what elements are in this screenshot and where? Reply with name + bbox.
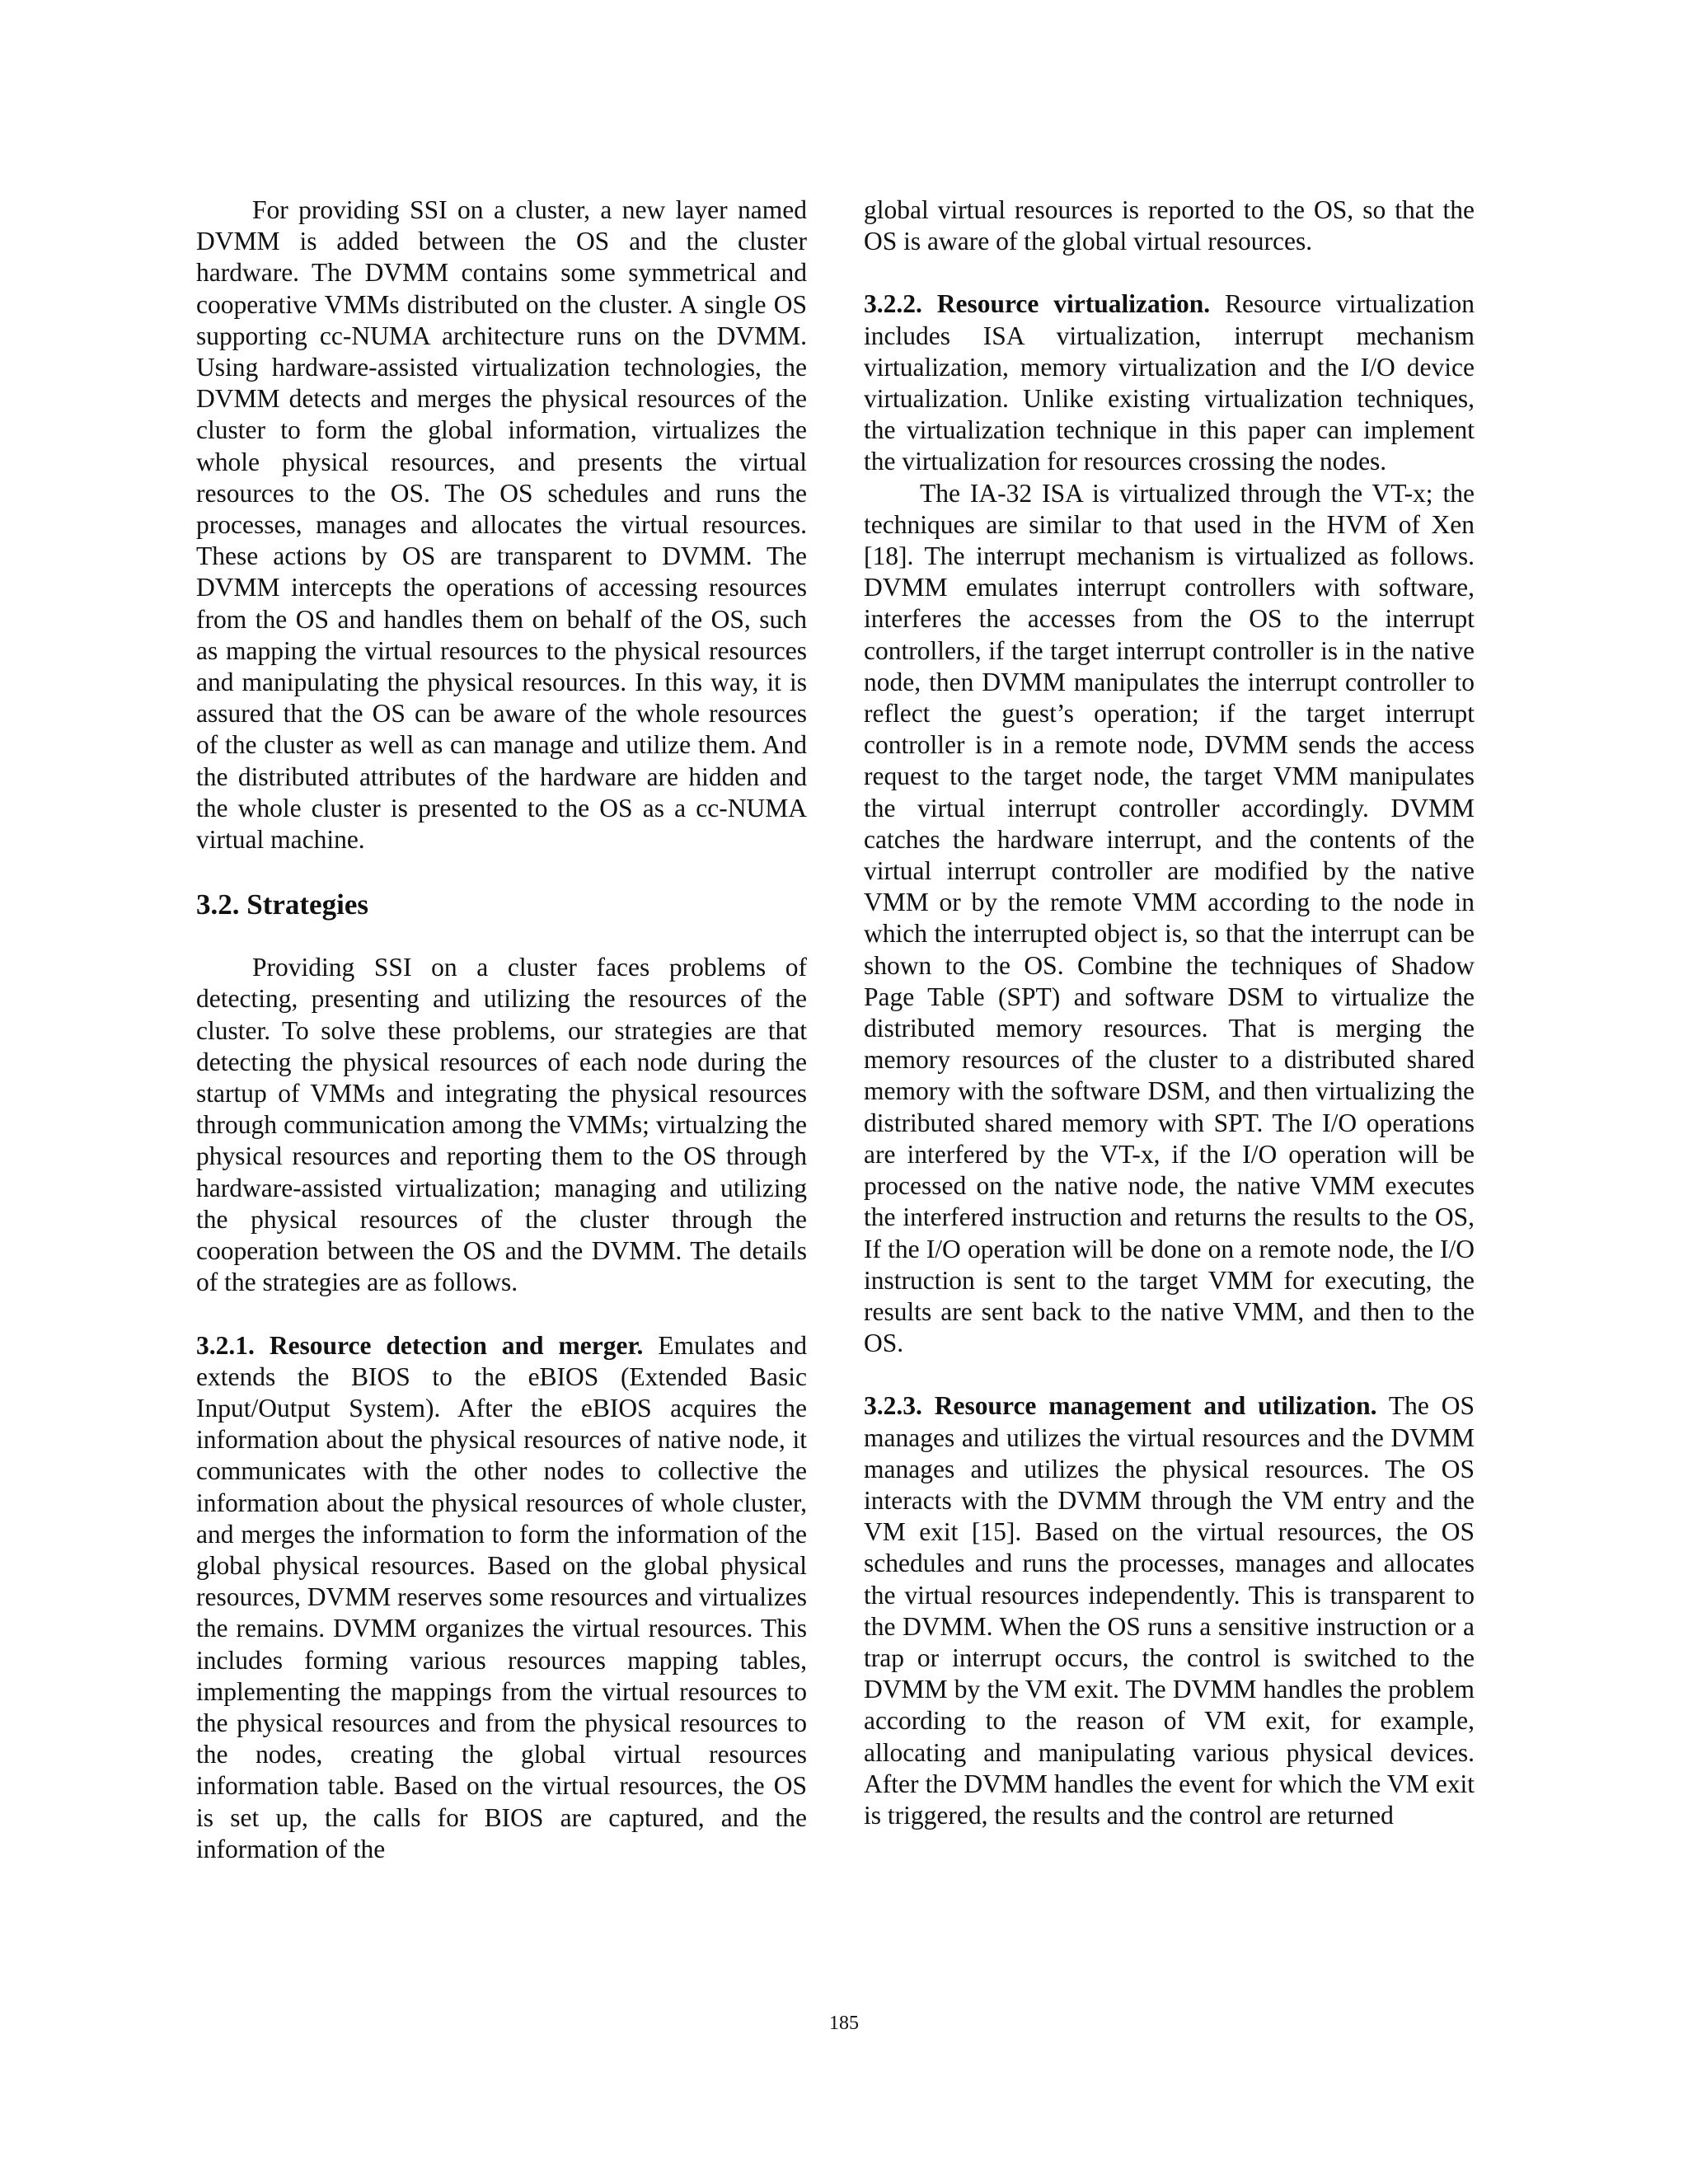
subsection-321-body: Emulates and extends the BIOS to the eBIOS (Extended Basic Input/Output System). After the eBIOS acquires the information about the physical resources of native node, it communicates with the other nodes to collective the information about the physical resources of whole cluster, and merges the information to form the information of the global physical resources. Based on the global physical resources, DVMM reserves some resources and virtualizes the remains. DVMM organizes the virtual resources. This includes forming various resources mapping tables, implementing the mappings from the virtual resources to the physical resources and from the physical resources to the nodes, creating the global virtual resources information table. Based on the virtual resources, the OS is set up, the calls for BIOS are captured, and the information of the [196, 1330, 808, 1863]
subsection-323-paragraph [864, 1390, 1475, 1831]
subsection-322-heading: 3.2.2. Resource virtualization. [864, 289, 1211, 319]
subsection-321-heading: 3.2.1. Resource detection and merger. [196, 1330, 644, 1360]
subsection-322-paragraph [864, 288, 1475, 477]
isa-paragraph: The IA-32 ISA is virtualized through the VT-x; the techniques are similar to that used in the HVM of Xen [18]. The interrupt mechanism is virtualized as follows. DVMM emulates interrupt controllers with software, interferes the accesses from the OS to the interrupt controllers, if the target interrupt controller is in the native node, then DVMM manipulates the interrupt controller to reflect the guest’s operation; if the target interrupt controller is in a remote node, DVMM sends the access request to the target node, the target VMM manipulates the virtual interrupt controller accordingly. DVMM catches the hardware interrupt, and the contents of the virtual interrupt controller are modified by the native VMM or by the remote VMM according to the node in which the interrupted object is, so that the interrupt can be shown to the OS. Combine the techniques of Shadow Page Table (SPT) and software DSM to virtualize the distributed memory resources. That is merging the memory resources of the cluster to a distributed shared memory with the software DSM, and then virtualizing the distributed shared memory with SPT. The I/O operations are interfered by the VT-x, if the I/O operation will be processed on the native node, the native VMM executes the interfered instruction and returns the results to the OS, If the I/O operation will be done on a remote node, the I/O instruction is sent to the target VMM for executing, the results are sent back to the native VMM, and then to the OS. [864, 478, 1475, 1358]
intro-paragraph: For providing SSI on a cluster, a new layer named DVMM is added between the OS and the cluster hardware. The DVMM contains some symmetrical and cooperative VMMs distributed on the cluster. A single OS supporting cc-NUMA architecture runs on the DVMM. Using hardware-assisted virtualization technologies, the DVMM detects and merges the physical resources of the cluster to form the global information, virtualizes the whole physical resources, and presents the virtual resources to the OS. The OS schedules and runs the processes, manages and allocates the virtual resources. These actions by OS are transparent to DVMM. The DVMM intercepts the operations of accessing resources from the OS and handles them on behalf of the OS, such as mapping the virtual resources to the physical resources and manipulating the physical resources. In this way, it is assured that the OS can be aware of the whole resources of the cluster as well as can manage and utilize them. And the distributed attributes of the hardware are hidden and the whole cluster is presented to the OS as a cc-NUMA virtual machine. [196, 195, 807, 855]
continuation-paragraph: global virtual resources is reported to the OS, so that the OS is aware of the global virtual resources. [864, 195, 1475, 256]
subsection-322-body: Resource virtualization includes ISA virtualization, interrupt mechanism virtualization, memory virtualization and the I/O device virtualization. Unlike existing virtualization techniques, the virtualization technique in this paper can implement the virtualization for resources crossing the nodes. [864, 289, 1475, 476]
right-column [864, 194, 1475, 1831]
left-column [196, 194, 807, 1865]
subsection-323-heading: 3.2.3. Resource management and utilization. [864, 1391, 1377, 1421]
section-heading-strategies: 3.2. Strategies [196, 888, 368, 921]
subsection-323-body: The OS manages and utilizes the virtual resources and the DVMM manages and utilizes the physical resources. The OS interacts with the DVMM through the VM entry and the VM exit [15]. Based on the virtual resources, the OS schedules and runs the processes, manages and allocates the virtual resources independently. This is transparent to the DVMM. When the OS runs a sensitive instruction or a trap or interrupt occurs, the control is switched to the DVMM by the VM exit. The DVMM handles the problem according to the reason of VM exit, for example, allocating and manipulating various physical devices. After the DVMM handles the event for which the VM exit is triggered, the results and the control are returned [864, 1391, 1475, 1830]
subsection-321-paragraph [196, 1330, 807, 1865]
strategies-paragraph: Providing SSI on a cluster faces problems of detecting, presenting and utilizing the resources of the cluster. To solve these problems, our strategies are that detecting the physical resources of each node during the startup of VMMs and integrating the physical resources through communication among the VMMs; virtualzing the physical resources and reporting them to the OS through hardware-assisted virtualization; managing and utilizing the physical resources of the cluster through the cooperation between the OS and the DVMM. The details of the strategies are as follows. [196, 953, 807, 1297]
page-number: 185 [829, 2013, 859, 2034]
